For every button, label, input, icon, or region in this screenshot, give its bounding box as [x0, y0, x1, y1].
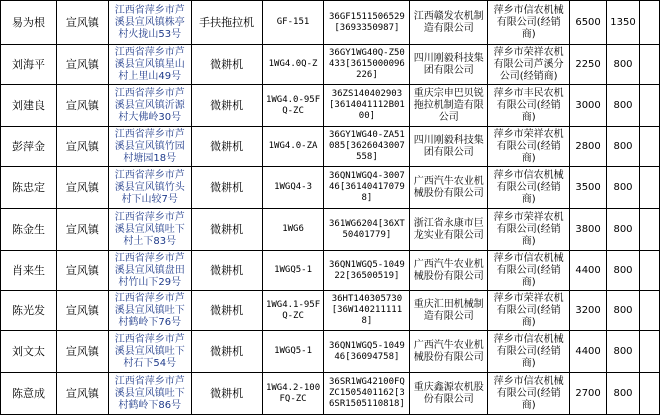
cell-dealer: 萍乡市荣祥农机有限公司芦溪分公司(经销商)	[488, 45, 570, 85]
cell-machine-type: 微耕机	[191, 127, 262, 167]
cell-factory-number: 36HT140305730[36W1402111118]	[324, 291, 410, 331]
cell-manufacturer: 广西汽牛农业机械股份有限公司	[410, 331, 488, 373]
cell-machine-type: 微耕机	[191, 291, 262, 331]
cell-name: 陈金生	[1, 209, 57, 251]
cell-name: 肖来生	[1, 251, 57, 291]
cell-dealer: 萍乡市信农机械有限公司(经销商)	[488, 331, 570, 373]
cell-address: 江西省萍乡市芦溪县宣风镇吐下村土下83号	[108, 209, 191, 251]
cell-machine-type: 微耕机	[191, 45, 262, 85]
cell-address: 江西省萍乡市芦溪县宣风镇盘田村竹山下29号	[108, 251, 191, 291]
cell-price: 2800	[570, 127, 607, 167]
cell-name: 刘文太	[1, 331, 57, 373]
cell-subsidy: 800	[607, 291, 640, 331]
cell-address: 江西省萍乡市芦溪县宣风镇株亭村火拢山53号	[108, 1, 191, 45]
cell-subsidy: 800	[607, 85, 640, 127]
cell-factory-number: 36GY1WG40-ZA51085[3626043007558]	[324, 127, 410, 167]
cell-empty	[639, 291, 659, 331]
cell-factory-number: 36ZS140402903[3614041112B0100]	[324, 85, 410, 127]
cell-factory-number: 36QN1WGQ5-104922[36500519]	[324, 251, 410, 291]
cell-address: 江西省萍乡市芦溪县宣风镇星山村上里山49号	[108, 45, 191, 85]
cell-town: 宣风镇	[56, 209, 108, 251]
cell-model: GF-151	[262, 1, 324, 45]
cell-empty	[639, 373, 659, 415]
cell-name: 易为根	[1, 1, 57, 45]
cell-subsidy: 800	[607, 373, 640, 415]
cell-address: 江西省萍乡市芦溪县宣风镇竹园村塘园18号	[108, 127, 191, 167]
cell-manufacturer: 重庆宗申巴贝锐拖拉机制造有限公司	[410, 85, 488, 127]
cell-town: 宣风镇	[56, 167, 108, 209]
cell-machine-type: 微耕机	[191, 251, 262, 291]
cell-town: 宣风镇	[56, 291, 108, 331]
cell-subsidy: 800	[607, 167, 640, 209]
cell-address: 江西省萍乡市芦溪县宣风镇沂源村大佛岭30号	[108, 85, 191, 127]
cell-model: 1WGQ4-3	[262, 167, 324, 209]
cell-dealer: 萍乡市荣祥农机有限公司(经销商)	[488, 291, 570, 331]
cell-price: 3800	[570, 209, 607, 251]
cell-price: 6500	[570, 1, 607, 45]
cell-name: 刘海平	[1, 45, 57, 85]
cell-model: 1WG4.0Q-Z	[262, 45, 324, 85]
cell-factory-number: 36GF1511506529[3693350987]	[324, 1, 410, 45]
cell-subsidy: 800	[607, 331, 640, 373]
cell-empty	[639, 1, 659, 45]
cell-factory-number: 36SR1WG42100FQZC1505401162[36SR1505110818]	[324, 373, 410, 415]
cell-empty	[639, 127, 659, 167]
cell-manufacturer: 江西赣发农机制造有限公司	[410, 1, 488, 45]
cell-name: 陈光发	[1, 291, 57, 331]
cell-town: 宣风镇	[56, 45, 108, 85]
cell-factory-number: 36GY1WG40Q-Z50433[3615000096226]	[324, 45, 410, 85]
table-row	[1, 127, 660, 167]
table-body	[1, 1, 660, 415]
cell-model: 1WG4.0-95FQ-ZC	[262, 85, 324, 127]
cell-model: 1WGQ5-1	[262, 251, 324, 291]
cell-dealer: 萍乡市信农机械有限公司(经销商)	[488, 251, 570, 291]
cell-subsidy: 800	[607, 209, 640, 251]
table-row	[1, 209, 660, 251]
cell-price: 3500	[570, 167, 607, 209]
cell-dealer: 萍乡市信农机械有限公司(经销商)	[488, 373, 570, 415]
cell-machine-type: 微耕机	[191, 85, 262, 127]
cell-manufacturer: 四川刚毅科技集团有限公司	[410, 127, 488, 167]
cell-empty	[639, 209, 659, 251]
cell-town: 宣风镇	[56, 85, 108, 127]
cell-machine-type: 手扶拖拉机	[191, 1, 262, 45]
cell-machine-type: 微耕机	[191, 209, 262, 251]
cell-price: 4400	[570, 251, 607, 291]
cell-empty	[639, 167, 659, 209]
cell-price: 2250	[570, 45, 607, 85]
cell-address: 江西省萍乡市芦溪县宣风镇竹头村下山较7号	[108, 167, 191, 209]
cell-model: 1WGQ5-1	[262, 331, 324, 373]
cell-manufacturer: 广西汽牛农业机械股份有限公司	[410, 167, 488, 209]
table-row	[1, 251, 660, 291]
cell-town: 宣风镇	[56, 1, 108, 45]
cell-empty	[639, 85, 659, 127]
cell-subsidy: 800	[607, 251, 640, 291]
cell-name: 刘建良	[1, 85, 57, 127]
cell-dealer: 萍乡市信农机械有限公司(经销商)	[488, 1, 570, 45]
cell-price: 3000	[570, 85, 607, 127]
cell-subsidy: 800	[607, 127, 640, 167]
cell-dealer: 萍乡市信农机械有限公司(经销商)	[488, 167, 570, 209]
cell-empty	[639, 251, 659, 291]
cell-name: 彭萍金	[1, 127, 57, 167]
table-row	[1, 331, 660, 373]
cell-manufacturer: 四川刚毅科技集团有限公司	[410, 45, 488, 85]
table-row	[1, 85, 660, 127]
cell-subsidy: 800	[607, 45, 640, 85]
cell-name: 陈意成	[1, 373, 57, 415]
cell-model: 1WG4.0-ZA	[262, 127, 324, 167]
table-row	[1, 45, 660, 85]
cell-price: 3200	[570, 291, 607, 331]
cell-dealer: 萍乡市荣祥农机有限公司(经销商)	[488, 209, 570, 251]
cell-empty	[639, 45, 659, 85]
cell-model: 1WG4.2-100FQ-ZC	[262, 373, 324, 415]
cell-manufacturer: 重庆鑫源农机股份有限公司	[410, 373, 488, 415]
table-row	[1, 1, 660, 45]
cell-machine-type: 微耕机	[191, 373, 262, 415]
cell-town: 宣风镇	[56, 251, 108, 291]
cell-factory-number: 361WG6204[36XT50401779]	[324, 209, 410, 251]
cell-empty	[639, 331, 659, 373]
table-row	[1, 291, 660, 331]
cell-factory-number: 36QN1WGQ4-300746[361404170798]	[324, 167, 410, 209]
cell-price: 2700	[570, 373, 607, 415]
cell-address: 江西省萍乡市芦溪县宣风镇吐下村石下54号	[108, 331, 191, 373]
cell-manufacturer: 重庆汇田机械制造有限公司	[410, 291, 488, 331]
cell-name: 陈忠定	[1, 167, 57, 209]
cell-factory-number: 36QN1WGQ5-104946[36094758]	[324, 331, 410, 373]
cell-model: 1WG4.1-95FQ-ZC	[262, 291, 324, 331]
cell-model: 1WG6	[262, 209, 324, 251]
cell-town: 宣风镇	[56, 373, 108, 415]
cell-machine-type: 微耕机	[191, 331, 262, 373]
cell-manufacturer: 浙江省永康市巨龙实业有限公司	[410, 209, 488, 251]
cell-town: 宣风镇	[56, 331, 108, 373]
cell-manufacturer: 广西汽牛农业机械股份有限公司	[410, 251, 488, 291]
cell-dealer: 萍乡市丰民农机有限公司(经销商)	[488, 85, 570, 127]
cell-price: 4400	[570, 331, 607, 373]
table-row	[1, 373, 660, 415]
cell-dealer: 萍乡市荣祥农机有限公司(经销商)	[488, 127, 570, 167]
table-row	[1, 167, 660, 209]
cell-subsidy: 1350	[607, 1, 640, 45]
cell-address: 江西省萍乡市芦溪县宣风镇吐下村鹤岭下76号	[108, 291, 191, 331]
cell-machine-type: 微耕机	[191, 167, 262, 209]
cell-town: 宣风镇	[56, 127, 108, 167]
cell-address: 江西省萍乡市芦溪县宣风镇吐下村鹤岭下86号	[108, 373, 191, 415]
